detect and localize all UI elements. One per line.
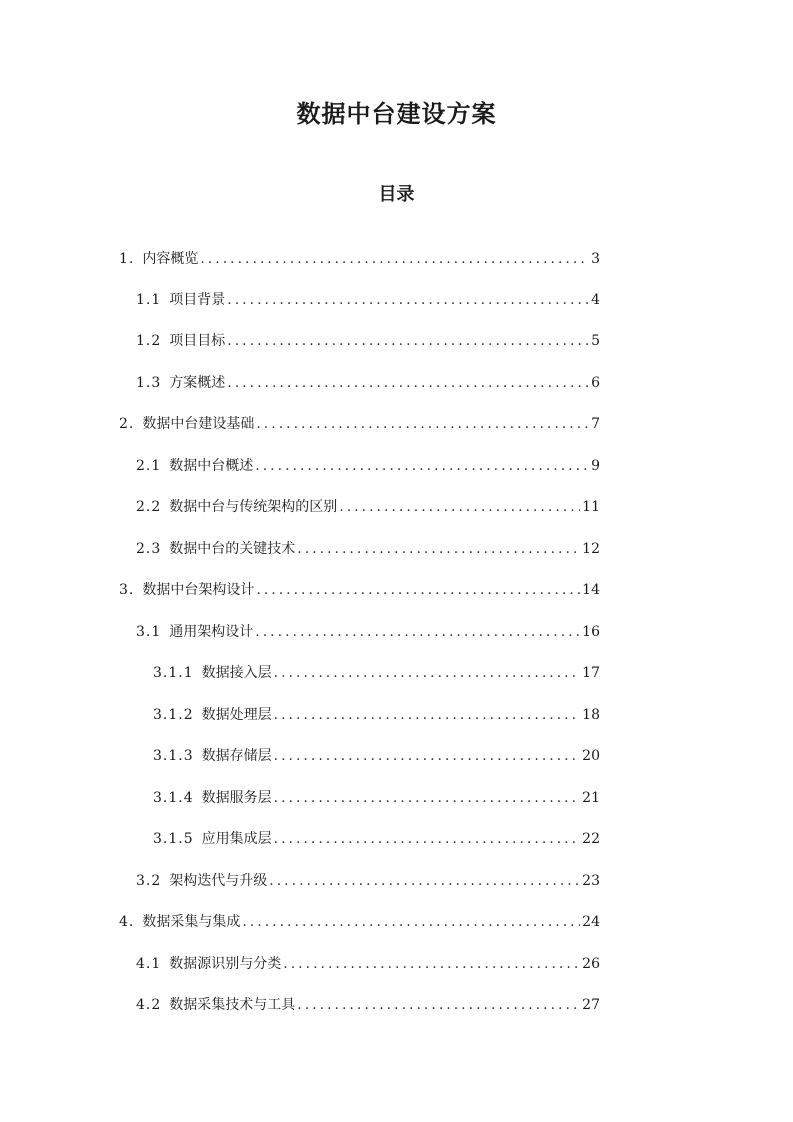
toc-entry[interactable] — [136, 953, 600, 975]
toc-dot-leader — [297, 538, 580, 560]
toc-entry[interactable] — [153, 662, 600, 684]
toc-entry-number: 3. — [119, 582, 135, 598]
toc-heading: 目录 — [378, 184, 415, 205]
toc-entry-page: 16 — [582, 624, 600, 640]
toc-dot-leader — [274, 704, 581, 726]
toc-entry-page: 4 — [591, 292, 600, 308]
toc-dot-leader — [227, 330, 589, 352]
toc-dot-leader — [200, 248, 589, 270]
toc-dot-leader — [242, 911, 580, 933]
toc-entry[interactable] — [136, 455, 600, 477]
toc-entry[interactable] — [153, 745, 600, 767]
toc-dot-leader — [283, 953, 580, 975]
toc-entry-label: 应用集成层 — [201, 831, 272, 847]
toc-entry[interactable] — [153, 787, 600, 809]
toc-entry[interactable] — [136, 870, 600, 892]
toc-entry-label: 数据服务层 — [201, 790, 272, 806]
toc-entry-page: 27 — [582, 997, 600, 1013]
toc-dot-leader — [274, 745, 581, 767]
toc-entry[interactable] — [136, 994, 600, 1016]
toc-entry-page: 9 — [591, 458, 600, 474]
toc-dot-leader — [227, 289, 589, 311]
toc-entry-label: 数据中台架构设计 — [142, 582, 255, 598]
toc-entry-number: 2.3 — [136, 541, 162, 557]
toc-dot-leader — [227, 372, 589, 394]
toc-entry-label: 方案概述 — [169, 375, 226, 391]
toc-dot-leader — [256, 579, 580, 601]
toc-entry-page: 22 — [582, 831, 600, 847]
toc-dot-leader — [256, 413, 589, 435]
toc-entry-label: 通用架构设计 — [169, 624, 254, 640]
toc-entry-label: 数据接入层 — [201, 665, 272, 681]
toc-dot-leader — [297, 994, 580, 1016]
toc-entry[interactable] — [136, 289, 600, 311]
toc-entry-page: 23 — [582, 873, 600, 889]
toc-dot-leader — [274, 662, 581, 684]
toc-entry-page: 7 — [591, 416, 600, 432]
toc-entry-number: 2.2 — [136, 499, 162, 515]
toc-entry-label: 内容概览 — [142, 251, 199, 267]
toc-dot-leader — [274, 787, 581, 809]
toc-entry-page: 26 — [582, 956, 600, 972]
toc-entry[interactable] — [136, 372, 600, 394]
toc-entry-number: 1.2 — [136, 333, 162, 349]
toc-entry-label: 数据源识别与分类 — [169, 956, 282, 972]
toc-entry-number: 2.1 — [136, 458, 162, 474]
toc-entry-label: 数据中台的关键技术 — [169, 541, 296, 557]
toc-entry-number: 1. — [119, 251, 135, 267]
toc-dot-leader — [274, 828, 581, 850]
toc-entry-page: 20 — [582, 748, 600, 764]
toc-entry[interactable] — [136, 621, 600, 643]
toc-entry-label: 数据中台概述 — [169, 458, 254, 474]
document-title: 数据中台建设方案 — [296, 99, 497, 128]
toc-entry-page: 18 — [582, 707, 600, 723]
toc-entry[interactable] — [153, 704, 600, 726]
toc-entry-number: 3.1.3 — [153, 748, 194, 764]
toc-entry-page: 24 — [582, 914, 600, 930]
toc-entry-label: 数据中台建设基础 — [142, 416, 255, 432]
toc-entry[interactable] — [153, 828, 600, 850]
toc-entry-label: 架构迭代与升级 — [169, 873, 268, 889]
toc-entry-page: 12 — [582, 541, 600, 557]
toc-entry-number: 3.2 — [136, 873, 162, 889]
toc-entry-label: 项目背景 — [169, 292, 226, 308]
toc-entry-label: 项目目标 — [169, 333, 226, 349]
toc-dot-leader — [255, 621, 580, 643]
toc-entry-page: 5 — [591, 333, 600, 349]
toc-entry-page: 14 — [582, 582, 600, 598]
toc-entry[interactable] — [119, 911, 600, 933]
toc-entry-number: 4.1 — [136, 956, 162, 972]
toc-entry-number: 4. — [119, 914, 135, 930]
toc-dot-leader — [269, 870, 580, 892]
toc-entry-label: 数据采集与集成 — [142, 914, 241, 930]
toc-entry[interactable] — [136, 538, 600, 560]
toc-dot-leader — [339, 496, 580, 518]
toc-entry[interactable] — [119, 248, 600, 270]
toc-entry[interactable] — [119, 413, 600, 435]
toc-entry-number: 1.3 — [136, 375, 162, 391]
toc-entry-number: 3.1.4 — [153, 790, 194, 806]
toc-entry-page: 11 — [582, 499, 600, 515]
toc-entry-number: 4.2 — [136, 997, 162, 1013]
toc-dot-leader — [255, 455, 589, 477]
toc-entry-label: 数据存储层 — [201, 748, 272, 764]
toc-entry-label: 数据处理层 — [201, 707, 272, 723]
toc-entry-number: 2. — [119, 416, 135, 432]
toc-entry[interactable] — [136, 330, 600, 352]
toc-entry-label: 数据采集技术与工具 — [169, 997, 296, 1013]
toc-entry[interactable] — [119, 579, 600, 601]
toc-entry-number: 3.1.1 — [153, 665, 194, 681]
toc-entry-number: 3.1.5 — [153, 831, 194, 847]
toc-entry-number: 3.1 — [136, 624, 162, 640]
toc-entry-page: 21 — [582, 790, 600, 806]
toc-entry-number: 1.1 — [136, 292, 162, 308]
toc-entry-page: 6 — [591, 375, 600, 391]
toc-entry[interactable] — [136, 496, 600, 518]
toc-entry-page: 17 — [582, 665, 600, 681]
toc-entry-page: 3 — [591, 251, 600, 267]
toc-entry-number: 3.1.2 — [153, 707, 194, 723]
toc-entry-label: 数据中台与传统架构的区别 — [169, 499, 338, 515]
